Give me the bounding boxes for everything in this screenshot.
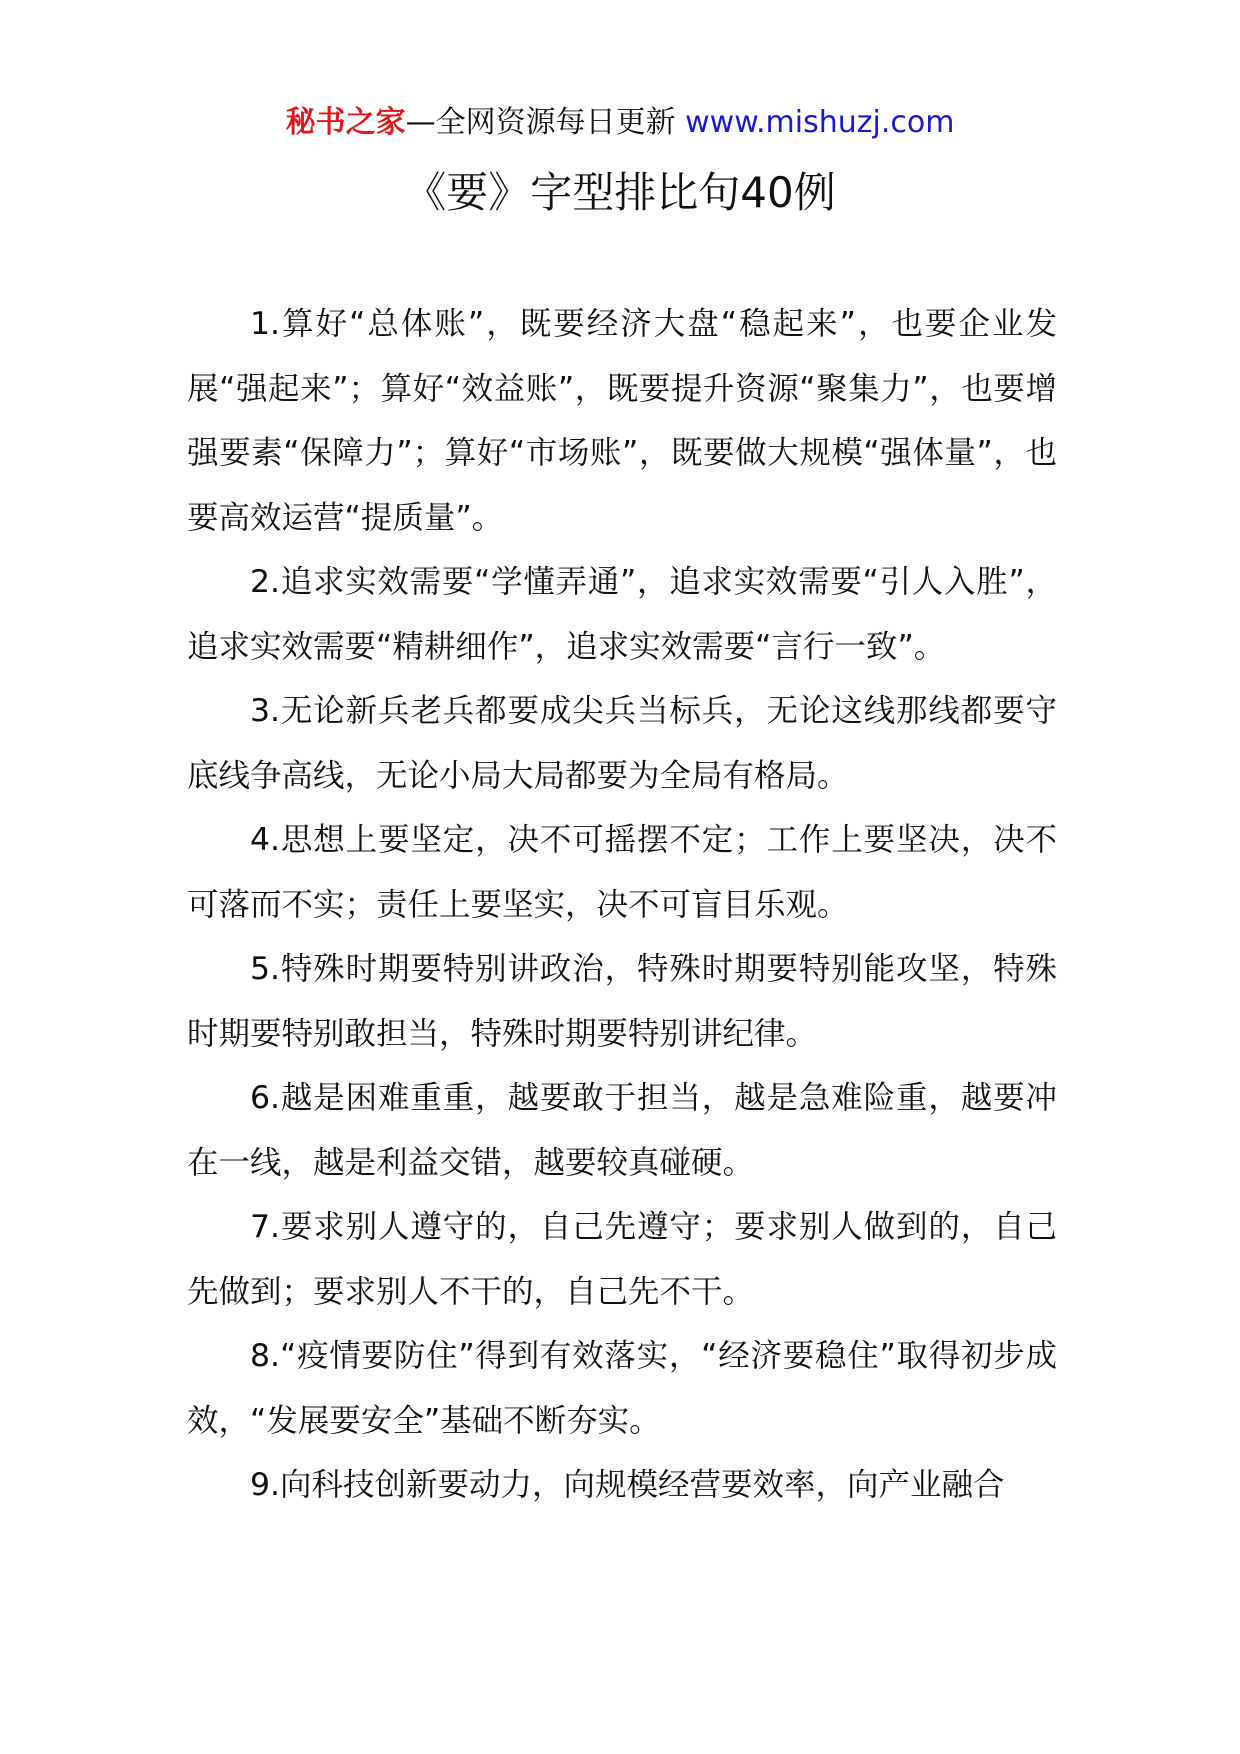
paragraph-2: 2.追求实效需要“学懂弄通”，追求实效需要“引人入胜”，追求实效需要“精耕细作”，追求实效需要“言行一致”。 — [187, 564, 1057, 665]
paragraph-1: 1.算好“总体账”，既要经济大盘“稳起来”，也要企业发展“强起来”；算好“效益账”，既要提升资源“聚集力”，也要增强要素“保障力”；算好“市场账”，既要做大规模“强体量”，也要高效运营“提质量”。 — [187, 306, 1057, 536]
header-tagline: —全网资源每日更新 — [405, 105, 676, 140]
site-header — [0, 101, 1240, 145]
paragraph-9: 9.向科技创新要动力，向规模经营要效率，向产业融合 — [250, 1467, 1005, 1503]
page-title: 《要》字型排比句40例 — [404, 168, 836, 217]
brand-name: 秘书之家 — [285, 105, 406, 140]
paragraph-8: 8.“疫情要防住”得到有效落实，“经济要稳住”取得初步成效，“发展要安全”基础不断夯实。 — [187, 1338, 1057, 1439]
paragraph-4: 4.思想上要坚定，决不可摇摆不定；工作上要坚决，决不可落而不实；责任上要坚实，决不可盲目乐观。 — [187, 822, 1057, 923]
paragraph-6: 6.越是困难重重，越要敢于担当，越是急难险重，越要冲在一线，越是利益交错，越要较真碰硬。 — [187, 1080, 1057, 1181]
paragraph-5: 5.特殊时期要特别讲政治，特殊时期要特别能攻坚，特殊时期要特别敢担当，特殊时期要特别讲纪律。 — [187, 951, 1057, 1052]
paragraph-7: 7.要求别人遵守的，自己先遵守；要求别人做到的，自己先做到；要求别人不干的，自己先不干。 — [187, 1209, 1057, 1310]
document-body — [187, 292, 1057, 1518]
site-url-link[interactable]: www.mishuzj.com — [685, 105, 955, 140]
paragraph-3: 3.无论新兵老兵都要成尖兵当标兵，无论这线那线都要守底线争高线，无论小局大局都要为全局有格局。 — [187, 693, 1057, 794]
